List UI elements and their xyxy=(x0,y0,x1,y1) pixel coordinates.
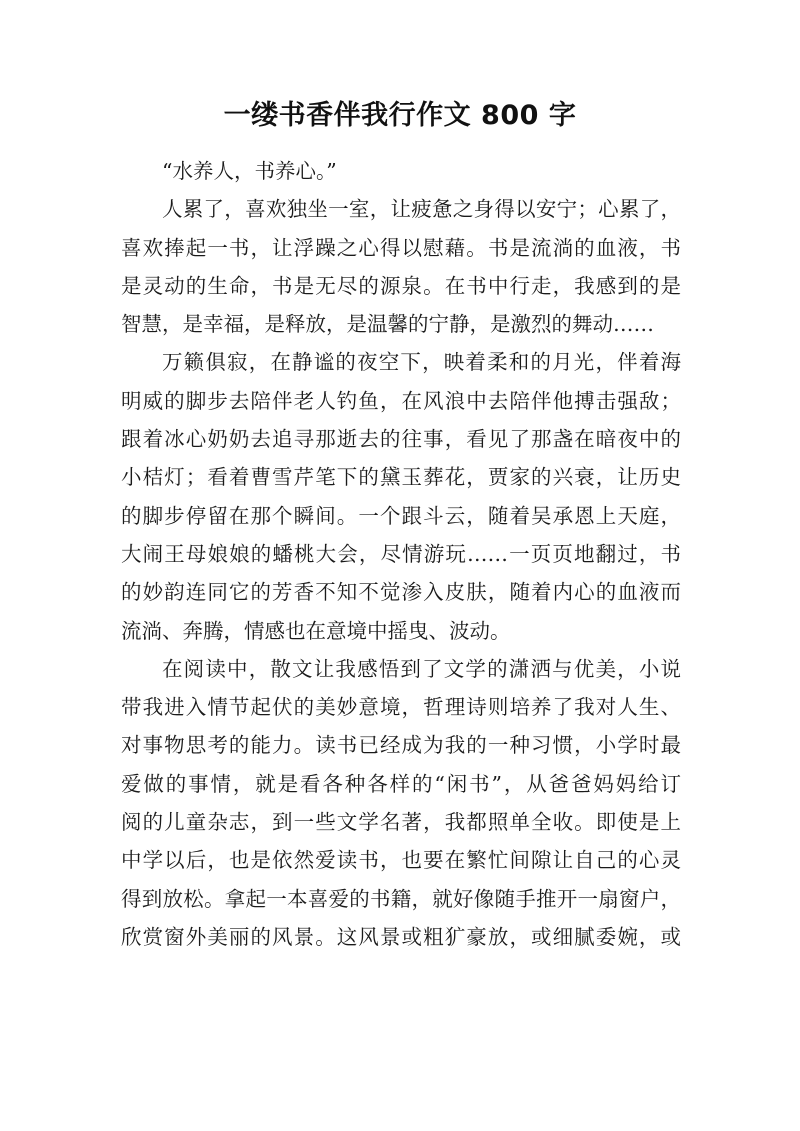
text-line: 智慧，是幸福，是释放，是温馨的宁静，是激烈的舞动…… xyxy=(121,312,654,337)
text-line: 的脚步停留在那个瞬间。一个跟斗云，随着吴承恩上天庭， xyxy=(121,503,681,528)
text-line: 对事物思考的能力。读书已经成为我的一种习惯，小学时最 xyxy=(121,733,681,758)
text-line: 的妙韵连同它的芳香不知不觉渗入皮肤，随着内心的血液而 xyxy=(121,580,681,605)
text-line: 万籁俱寂，在静谧的夜空下，映着柔和的月光，伴着海 xyxy=(162,350,681,375)
text-line: 跟着冰心奶奶去追寻那逝去的往事，看见了那盏在暗夜中的 xyxy=(121,427,681,452)
text-line: 得到放松。拿起一本喜爱的书籍，就好像随手推开一扇窗户， xyxy=(121,886,681,911)
text-line: 喜欢捧起一书，让浮躁之心得以慰藉。书是流淌的血液，书 xyxy=(121,235,681,260)
document-body xyxy=(121,152,681,956)
text-line: 流淌、奔腾，情感也在意境中摇曳、波动。 xyxy=(121,618,511,643)
text-line: 阅的儿童杂志，到一些文学名著，我都照单全收。即使是上 xyxy=(121,810,681,835)
text-line: 人累了，喜欢独坐一室，让疲惫之身得以安宁；心累了， xyxy=(162,197,681,222)
text-line: 是灵动的生命，书是无尽的源泉。在书中行走，我感到的是 xyxy=(121,273,681,298)
document-title: 一缕书香伴我行作文 800 字 xyxy=(223,100,577,131)
text-line: 在阅读中，散文让我感悟到了文学的潇洒与优美，小说 xyxy=(162,656,681,681)
text-line: 带我进入情节起伏的美妙意境，哲理诗则培养了我对人生、 xyxy=(121,695,681,720)
text-line: 小桔灯；看着曹雪芹笔下的黛玉葬花，贾家的兴衰，让历史 xyxy=(121,465,681,490)
text-line: “水养人，书养心。” xyxy=(162,159,337,183)
text-line: 爱做的事情，就是看各种各样的“闲书”，从爸爸妈妈给订 xyxy=(121,771,681,796)
text-line: 中学以后，也是依然爱读书，也要在繁忙间隙让自己的心灵 xyxy=(121,848,681,873)
text-line: 明威的脚步去陪伴老人钓鱼，在风浪中去陪伴他搏击强敌； xyxy=(121,388,681,413)
text-line: 欣赏窗外美丽的风景。这风景或粗犷豪放，或细腻委婉，或 xyxy=(121,924,681,949)
text-line: 大闹王母娘娘的蟠桃大会，尽情游玩……一页页地翻过，书 xyxy=(121,541,681,566)
